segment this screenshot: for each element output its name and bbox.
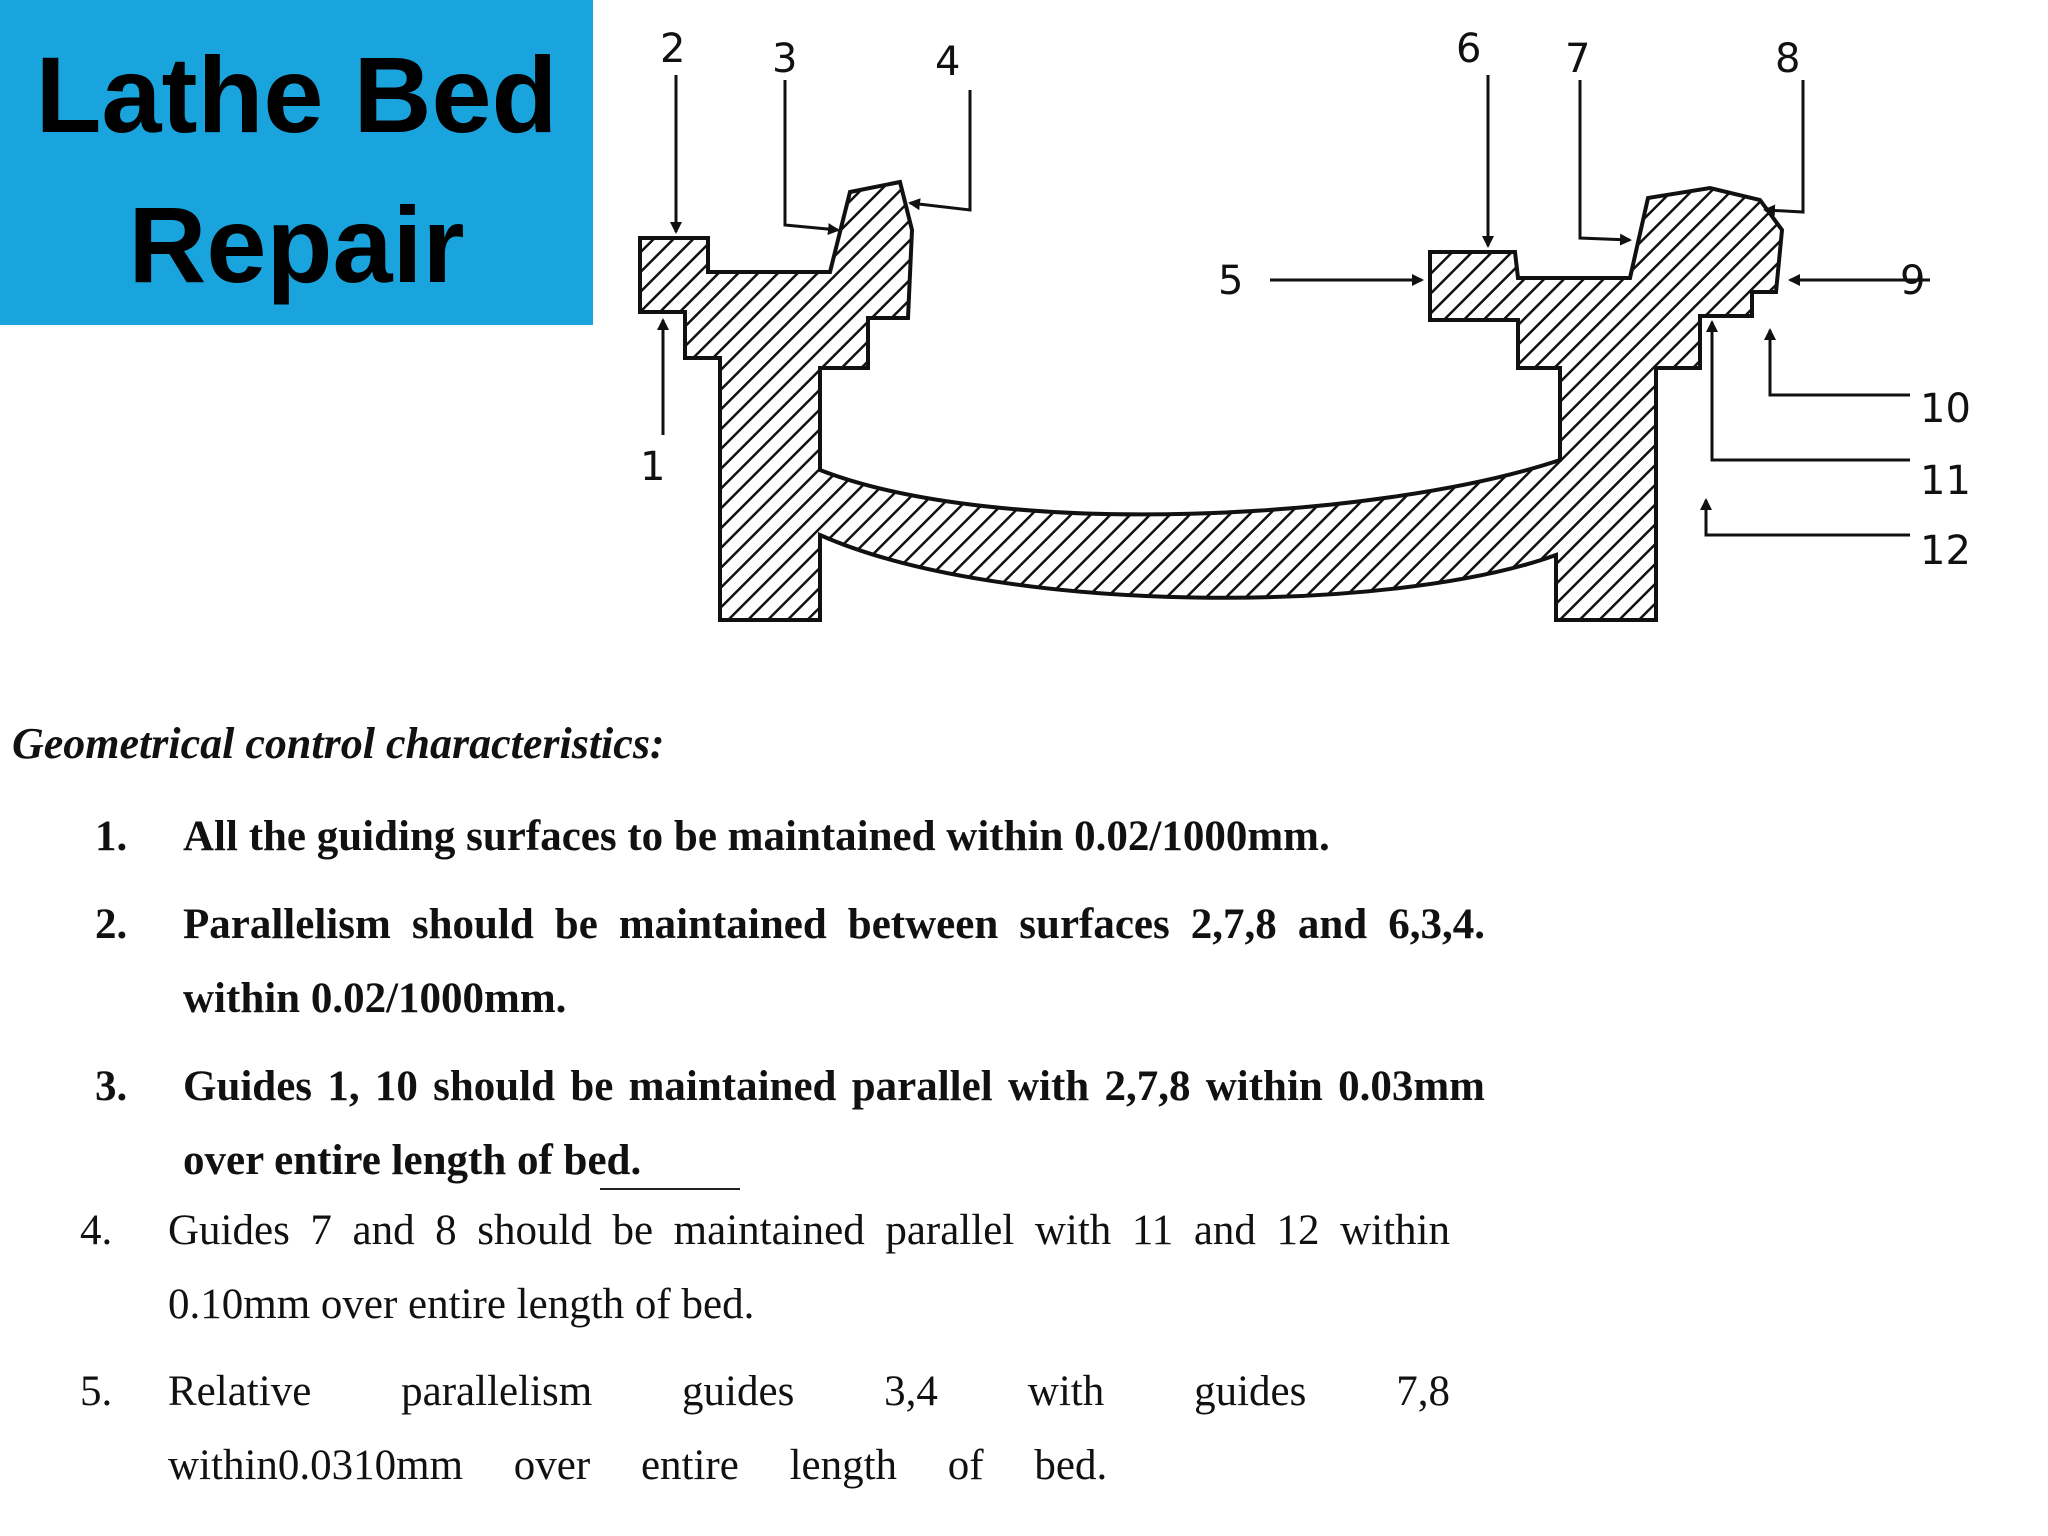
label-1: 1 [640,444,666,490]
label-2: 2 [660,26,686,72]
left-guide-section [640,182,1782,620]
list-item-number: 4. [80,1207,113,1254]
list-item-number: 2. [95,901,128,948]
list-item-text: Guides 1, 10 should be maintained parallel with 2,7,8 within 0.03mm over entire length of bed. [183,1063,1485,1184]
list-item-number: 5. [80,1368,113,1415]
list-item-text: Parallelism should be maintained between surfaces 2,7,8 and 6,3,4. within 0.02/1000mm. [183,901,1485,1022]
label-5: 5 [1218,258,1244,304]
list-item-text: Relative parallelism guides 3,4 with guides 7,8 within0.0310mm over entire length of bed. [168,1368,1450,1489]
lathe-bed-cross-section [0,0,2048,700]
pen-underline-mark [600,1188,740,1190]
label-3: 3 [772,36,798,82]
label-7: 7 [1565,36,1591,82]
label-11: 11 [1920,458,1971,504]
label-12: 12 [1920,528,1971,574]
list-item-number: 3. [95,1063,128,1110]
label-4: 4 [935,39,961,85]
list-item-number: 1. [95,813,128,860]
label-9: 9 [1900,258,1926,304]
list-item-text: Guides 7 and 8 should be maintained parallel with 11 and 12 within 0.10mm over entire length of bed. [168,1207,1450,1328]
label-10: 10 [1920,386,1971,432]
list-item-text: All the guiding surfaces to be maintained within 0.02/1000mm. [183,813,1330,860]
title-line-1: Lathe Bed [35,34,558,155]
label-6: 6 [1456,26,1482,72]
section-heading: Geometrical control characteristics: [12,719,665,768]
label-8: 8 [1775,36,1801,82]
title-line-2: Repair [128,184,465,305]
